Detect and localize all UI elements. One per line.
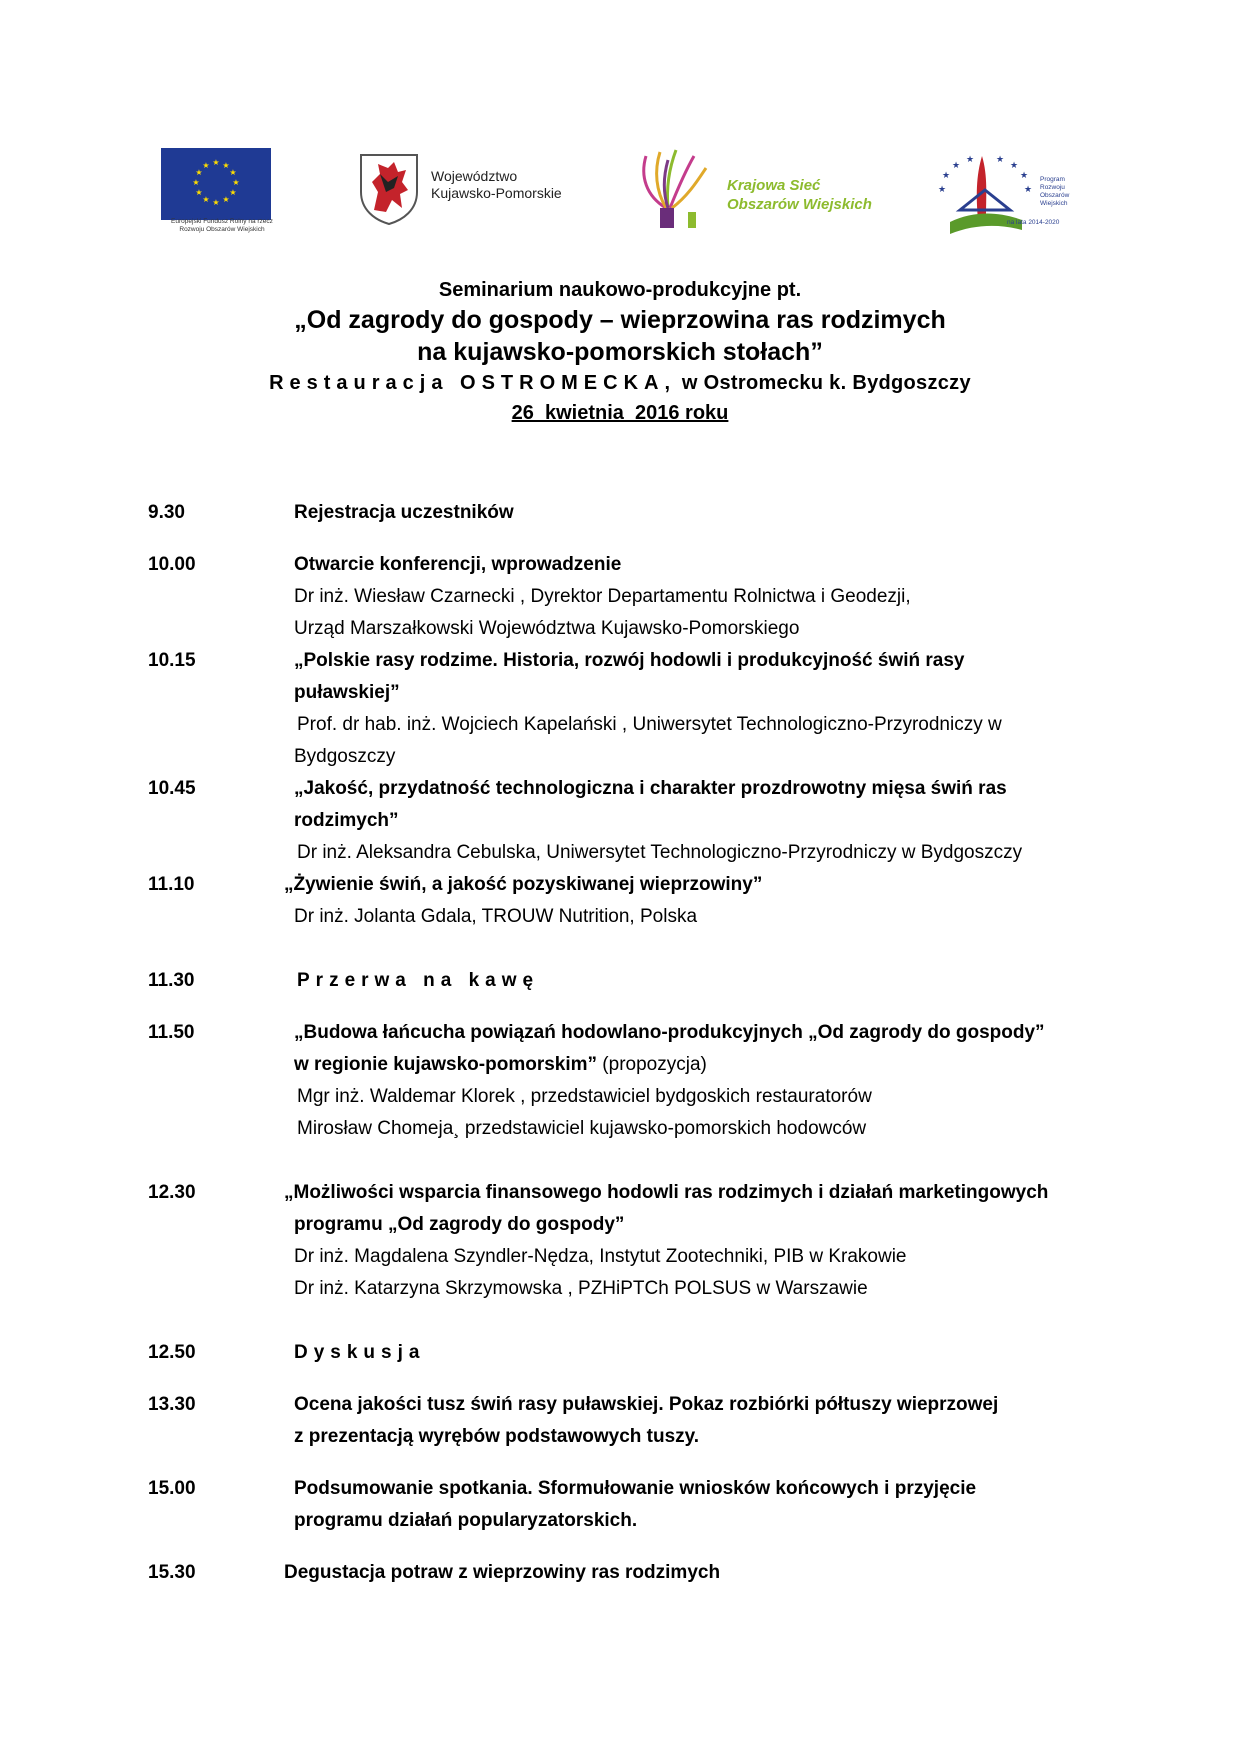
agenda-topic: Ocena jakości tusz świń rasy puławskiej. Pokaz rozbiórki półtuszy wieprzowej (294, 1394, 999, 1415)
agenda-topic: puławskiej” (294, 682, 400, 703)
svg-text:★: ★ (951, 161, 961, 171)
agenda-speaker: Dr inż. Katarzyna Skrzymowska , PZHiPTCh POLSUS w Warszawie (294, 1278, 868, 1299)
prow-line2: Rozwoju (1040, 184, 1065, 191)
agenda-topic: „Jakość, przydatność technologiczna i charakter prozdrowotny mięsa świń ras (294, 778, 1007, 799)
agenda-time: 11.30 (148, 970, 195, 991)
seminar-title-line1: „Od zagrody do gospody – wieprzowina ras rodzimych (294, 306, 946, 334)
agenda-time: 15.00 (148, 1478, 196, 1499)
svg-text:★: ★ (222, 161, 230, 170)
agenda-time: 13.30 (148, 1394, 196, 1415)
agenda-time: 9.30 (148, 502, 185, 523)
agenda-discussion: Dyskusja (294, 1342, 426, 1363)
seminar-title-line2: na kujawsko-pomorskich stołach” (417, 338, 823, 366)
svg-text:★: ★ (937, 185, 947, 195)
agenda-speaker: Bydgoszczy (294, 746, 396, 767)
seminar-subtitle: Seminarium naukowo-produkcyjne pt. (438, 279, 802, 301)
logo-bar (0, 0, 1240, 260)
region-name (431, 168, 562, 202)
ksow-flower-icon (636, 146, 718, 232)
agenda-topic-note: (propozycja) (597, 1054, 707, 1075)
svg-text:★: ★ (202, 195, 210, 204)
agenda-topic: rodzimych” (294, 810, 399, 831)
agenda-topic: Podsumowanie spotkania. Sformułowanie wniosków końcowych i przyjęcie (294, 1478, 977, 1499)
venue-name: Restauracja OSTROMECKA, (269, 372, 677, 394)
agenda-speaker: Mirosław Chomeja¸ przedstawiciel kujawsko-pomorskich hodowców (297, 1118, 867, 1139)
svg-text:★: ★ (222, 195, 230, 204)
agenda-time: 10.45 (148, 778, 196, 799)
document-header (0, 276, 1240, 428)
prow-line1: Program (1040, 176, 1065, 183)
agenda-topic: programu działań popularyzatorskich. (294, 1510, 638, 1531)
agenda-time: 15.30 (148, 1562, 196, 1583)
agenda-topic: programu „Od zagrody do gospody” (294, 1214, 625, 1235)
eu-caption (152, 218, 292, 234)
agenda-speaker: Urząd Marszałkowski Województwa Kujawsko-Pomorskiego (294, 618, 800, 639)
svg-text:★: ★ (195, 188, 203, 197)
agenda-speaker: Mgr inż. Waldemar Klorek , przedstawiciel bydgoskich restauratorów (297, 1086, 872, 1107)
agenda-topic: Rejestracja uczestników (294, 502, 514, 523)
agenda-time: 11.50 (148, 1022, 195, 1043)
agenda-topic: „Budowa łańcucha powiązań hodowlano-produkcyjnych „Od zagrody do gospody” (294, 1022, 1045, 1043)
agenda-topic: z prezentacją wyrębów podstawowych tuszy. (294, 1426, 700, 1447)
griffin-coat-of-arms-icon (358, 152, 420, 226)
agenda-topic: „Polskie rasy rodzime. Historia, rozwój hodowli i produkcyjność świń rasy (294, 650, 965, 671)
svg-text:★: ★ (965, 155, 975, 165)
eu-caption-line1: Europejski Fundusz Rolny na rzecz (171, 218, 273, 225)
agenda-time: 10.00 (148, 554, 196, 575)
agenda-speaker: Dr inż. Aleksandra Cebulska, Uniwersytet Technologiczno-Przyrodniczy w Bydgoszczy (297, 842, 1023, 863)
eu-flag-icon (161, 148, 271, 220)
agenda-speaker: Dr inż. Wiesław Czarnecki , Dyrektor Departamentu Rolnictwa i Geodezji, (294, 586, 911, 607)
ksow-line1: Krajowa Sieć (727, 177, 821, 194)
svg-text:★: ★ (232, 178, 240, 187)
svg-text:★: ★ (1019, 171, 1029, 181)
svg-text:★: ★ (1023, 185, 1033, 195)
agenda-time: 10.15 (148, 650, 196, 671)
ksow-line2: Obszarów Wiejskich (727, 196, 872, 213)
prow-line3: Obszarów (1040, 192, 1070, 199)
agenda-topic: „Żywienie świń, a jakość pozyskiwanej wieprzowiny” (284, 874, 763, 895)
region-line1: Województwo (431, 168, 518, 184)
svg-text:★: ★ (941, 171, 951, 181)
prow-emblem-icon (930, 150, 1040, 240)
prow-years: na lata 2014-2020 (1007, 219, 1060, 226)
svg-text:★: ★ (1009, 161, 1019, 171)
prow-name (1040, 176, 1069, 208)
agenda-topic: „Możliwości wsparcia finansowego hodowli ras rodzimych i działań marketingowych (284, 1182, 1049, 1203)
seminar-date: 26 kwietnia 2016 roku (511, 402, 729, 424)
svg-text:★: ★ (229, 188, 237, 197)
agenda-time: 11.10 (148, 874, 195, 895)
region-line2: Kujawsko-Pomorskie (431, 185, 562, 201)
agenda-time: 12.50 (148, 1342, 196, 1363)
agenda-break: Przerwa na kawę (297, 970, 540, 991)
agenda-speaker: Dr inż. Jolanta Gdala, TROUW Nutrition, Polska (294, 906, 698, 927)
prow-line4: Wiejskich (1040, 200, 1068, 207)
svg-text:★: ★ (195, 168, 203, 177)
svg-text:★: ★ (212, 158, 220, 167)
svg-text:★: ★ (995, 155, 1005, 165)
venue-location: w Ostromecku k. Bydgoszczy (681, 372, 971, 394)
agenda-topic: w regionie kujawsko-pomorskim” (294, 1054, 598, 1075)
agenda-topic: Degustacja potraw z wieprzowiny ras rodzimych (284, 1562, 721, 1583)
eu-caption-line2: Rozwoju Obszarów Wiejskich (179, 226, 265, 233)
seminar-venue (0, 368, 1240, 398)
svg-text:★: ★ (212, 198, 220, 207)
agenda-time: 12.30 (148, 1182, 196, 1203)
agenda-speaker: Prof. dr hab. inż. Wojciech Kapelański , Uniwersytet Technologiczno-Przyrodniczy w (297, 714, 1002, 735)
svg-text:★: ★ (192, 178, 200, 187)
agenda-topic: Otwarcie konferencji, wprowadzenie (294, 554, 622, 575)
ksow-name (727, 176, 872, 214)
agenda-speaker: Dr inż. Magdalena Szyndler-Nędza, Instytut Zootechniki, PIB w Krakowie (294, 1246, 907, 1267)
svg-text:★: ★ (202, 161, 210, 170)
svg-text:★: ★ (229, 168, 237, 177)
